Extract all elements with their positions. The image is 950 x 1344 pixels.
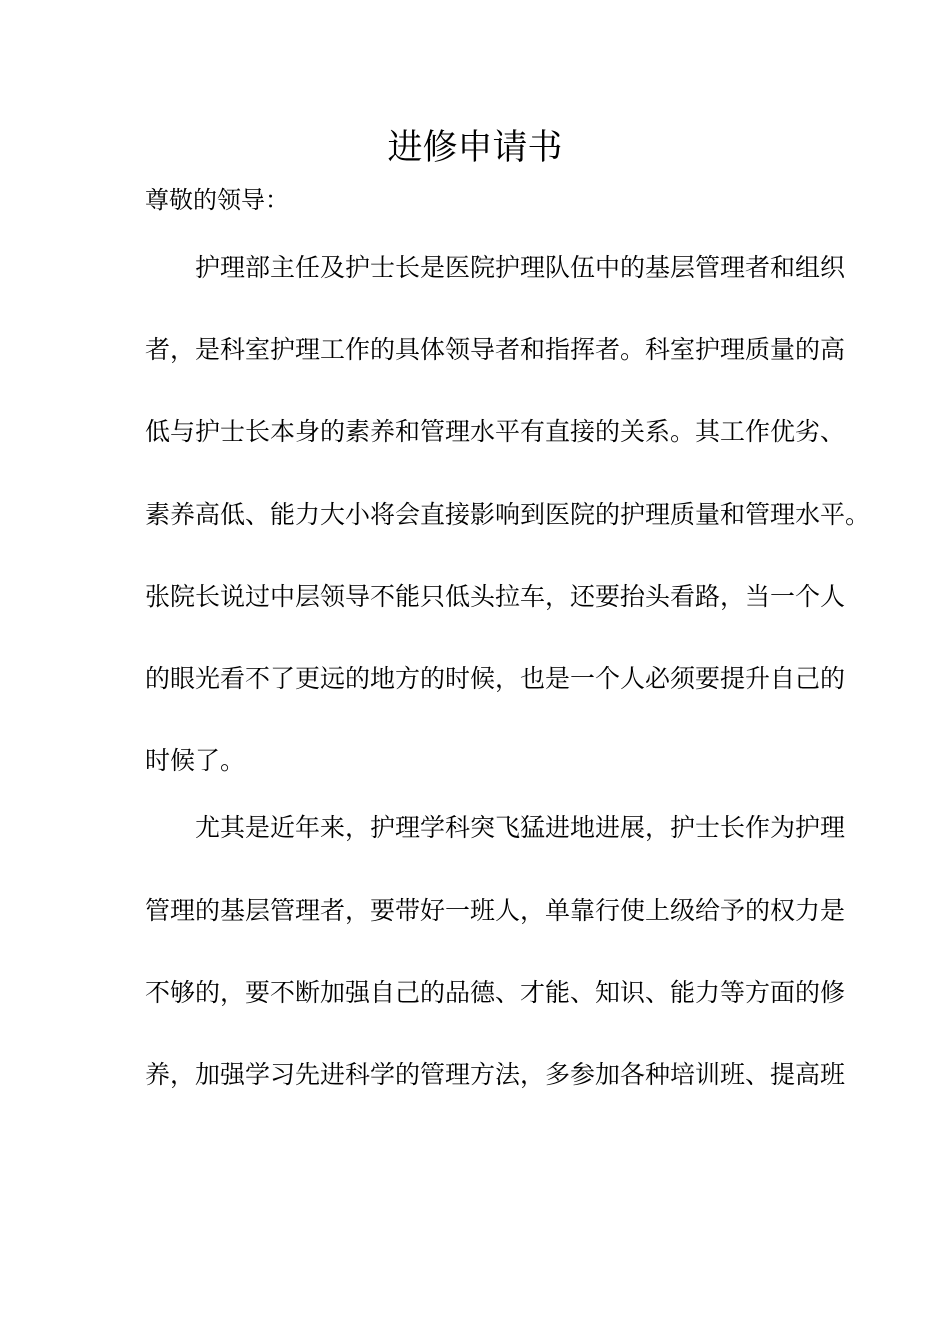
salutation: 尊敬的领导：	[145, 186, 289, 214]
paragraph-1-line: 的眼光看不了更远的地方的时候，也是一个人必须要提升自己的	[145, 664, 846, 693]
paragraph-1-line: 素养高低、能力大小将会直接影响到医院的护理质量和管理水平。	[145, 500, 871, 529]
paragraph-2-line: 不够的，要不断加强自己的品德、才能、知识、能力等方面的修	[145, 978, 846, 1007]
paragraph-1-line: 护理部主任及护士长是医院护理队伍中的基层管理者和组织	[195, 253, 846, 282]
paragraph-1-line: 时候了。	[145, 746, 246, 775]
paragraph-2-line: 养，加强学习先进科学的管理方法，多参加各种培训班、提高班	[145, 1060, 846, 1089]
paragraph-1-line: 者，是科室护理工作的具体领导者和指挥者。科室护理质量的高	[145, 335, 846, 364]
paragraph-2-line: 管理的基层管理者，要带好一班人，单靠行使上级给予的权力是	[145, 896, 846, 925]
paragraph-1-line: 张院长说过中层领导不能只低头拉车，还要抬头看路，当一个人	[145, 582, 846, 611]
paragraph-2-line: 尤其是近年来，护理学科突飞猛进地进展，护士长作为护理	[195, 813, 846, 842]
document-title: 进修申请书	[387, 128, 563, 168]
paragraph-1-line: 低与护士长本身的素养和管理水平有直接的关系。其工作优劣、	[145, 417, 846, 446]
